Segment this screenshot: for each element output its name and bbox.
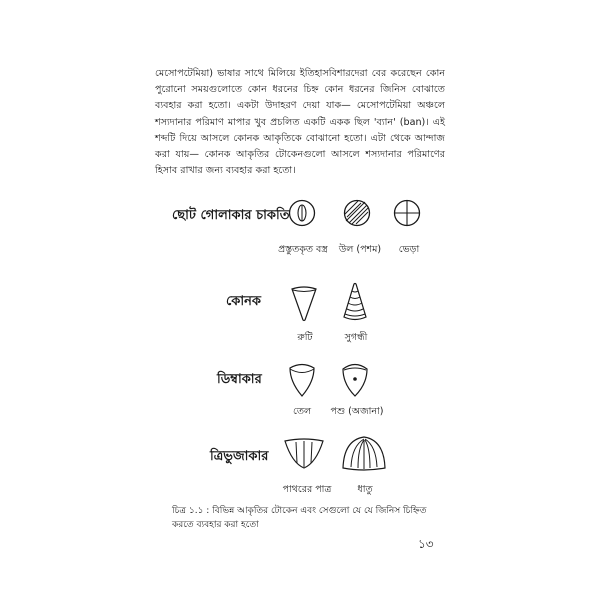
ovoid-token-animal-label: পশু (অজানা) — [330, 406, 384, 417]
disc-token-wool-label: উল (পশম) — [338, 244, 382, 255]
cone-token-perfume-label: সুগন্ধী — [344, 332, 368, 343]
cone-token-perfume-icon — [341, 281, 369, 323]
ovoid-token-oil-icon — [287, 360, 317, 398]
ovoid-token-oil-label: তেল — [292, 406, 312, 417]
ovoid-row-label: ডিম্বাকার — [217, 372, 262, 387]
cone-row-label: কোনক — [226, 294, 261, 309]
disc-token-textile-icon — [287, 198, 317, 228]
triangle-row-label: ত্রিভুজাকার — [210, 449, 269, 464]
triangle-token-stone-vessel-label: পাথরের পাত্র — [282, 484, 332, 495]
disc-row-label: ছোট গোলাকার চাকতি — [172, 208, 290, 223]
triangle-token-stone-vessel-icon — [283, 436, 325, 472]
page-number: ১৩ — [418, 537, 434, 551]
figure-caption: চিত্র ১.১ : বিভিন্ন আকৃতির টোকেন এবং সেগুলো যে যে জিনিস চিহ্নিত করতে ব্যবহার করা হতো — [172, 506, 427, 530]
cone-token-bread-icon — [289, 283, 319, 323]
cone-token-bread-label: রুটি — [297, 332, 313, 343]
disc-token-textile-label: প্রস্তুতকৃত বস্ত্র — [278, 244, 328, 255]
body-paragraph: মেসোপটেমিয়া) ভাষার সাথে মিলিয়ে ইতিহাসবিশারদেরা বের করেছেন কোন পুরোনো সময়গুলোতে কোন ধরনের চিহ্ন কোন ধরনের জিনিস বোঝাতে ব্যবহার করা হতো। একটা উদাহরণ দেয়া যাক— মেসোপটেমিয়া অঞ্চলে শস্যদানার পরিমাণ মাপার খুব প্রচলিত একটি একক ছিল 'ব্যান' (ban)। এই শব্দটি দিয়ে আসলে কোনক আকৃতিকে বোঝানো হতো। এটা থেকে আন্দাজ করা যায়— কোনক আকৃতির টোকেনগুলো আসলে শস্যদানার পরিমাণের হিসাব রাখার জন্য ব্যবহার করা হতো। — [155, 68, 445, 177]
disc-token-sheep-label: ভেড়া — [398, 244, 420, 255]
triangle-token-metal-icon — [340, 434, 388, 474]
disc-token-sheep-icon — [392, 198, 422, 228]
triangle-token-metal-label: ধাতু — [357, 484, 373, 495]
ovoid-token-animal-icon — [340, 360, 370, 398]
disc-token-wool-icon — [342, 198, 372, 228]
